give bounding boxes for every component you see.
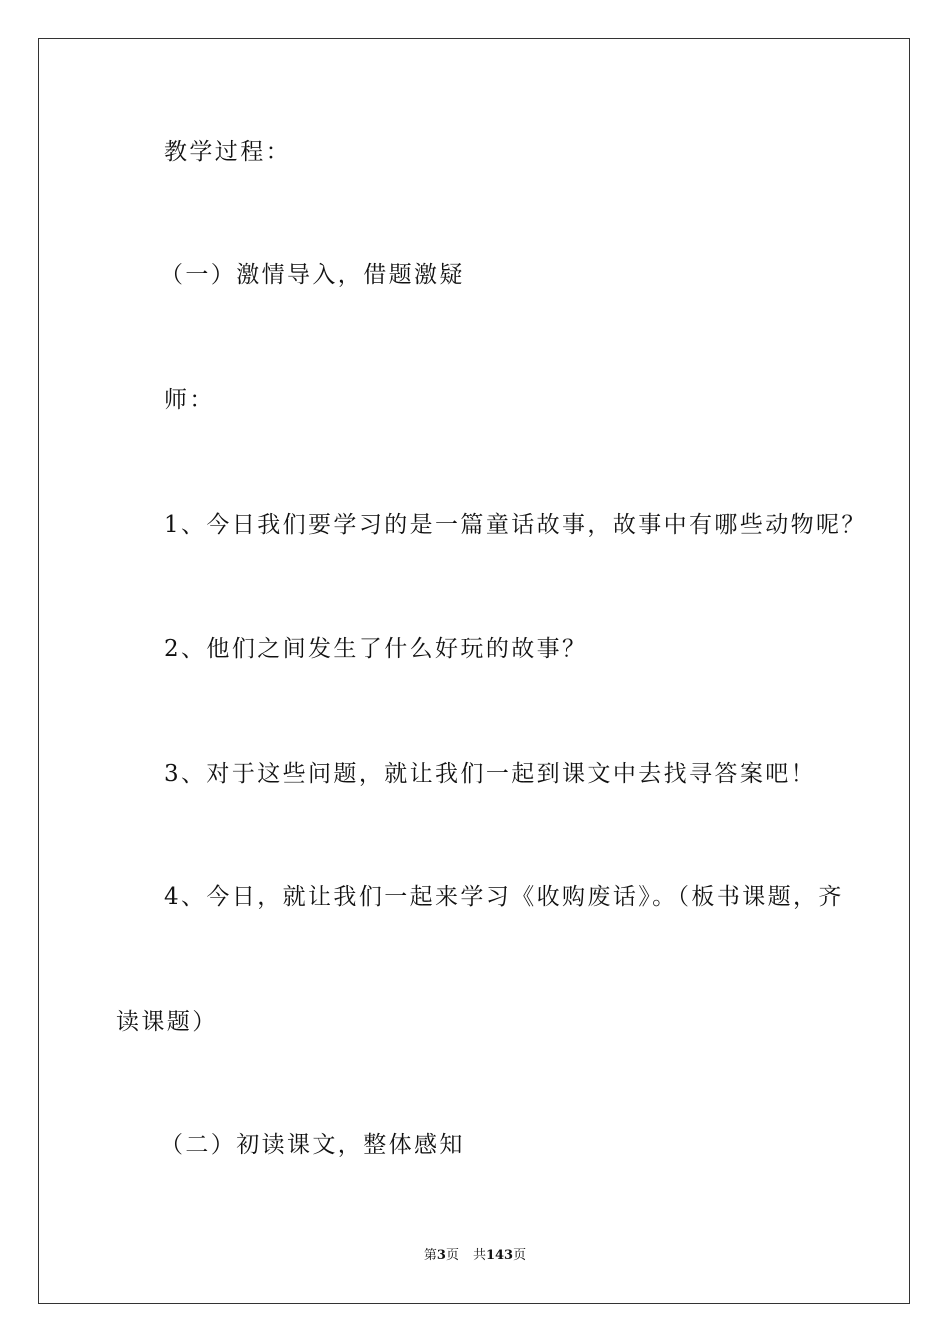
list-item: 4、今日，就让我们一起来学习《收购废话》。（板书课题，齐: [164, 884, 844, 910]
page-footer: [0, 1249, 950, 1262]
footer-total-prefix: 共: [472, 1248, 486, 1263]
footer-prefix: 第: [423, 1248, 437, 1263]
footer-total-suffix: 页: [513, 1248, 527, 1263]
list-item: 1、今日我们要学习的是一篇童话故事，故事中有哪些动物呢？: [164, 512, 867, 538]
text-line: 师：: [164, 387, 215, 413]
page-number: 3: [436, 1248, 446, 1263]
page-border: [38, 38, 910, 1304]
list-item: 3、对于这些问题，就让我们一起到课文中去找寻答案吧！: [164, 761, 817, 787]
total-pages: 143: [485, 1248, 514, 1263]
list-item: 2、他们之间发生了什么好玩的故事？: [164, 636, 588, 662]
section-heading: （二）初读课文，整体感知: [160, 1132, 465, 1158]
footer-page-suffix: 页: [445, 1248, 459, 1263]
text-line: 教学过程：: [164, 139, 291, 165]
section-heading: （一）激情导入，借题激疑: [160, 262, 465, 288]
text-line: 读课题）: [116, 1009, 218, 1035]
